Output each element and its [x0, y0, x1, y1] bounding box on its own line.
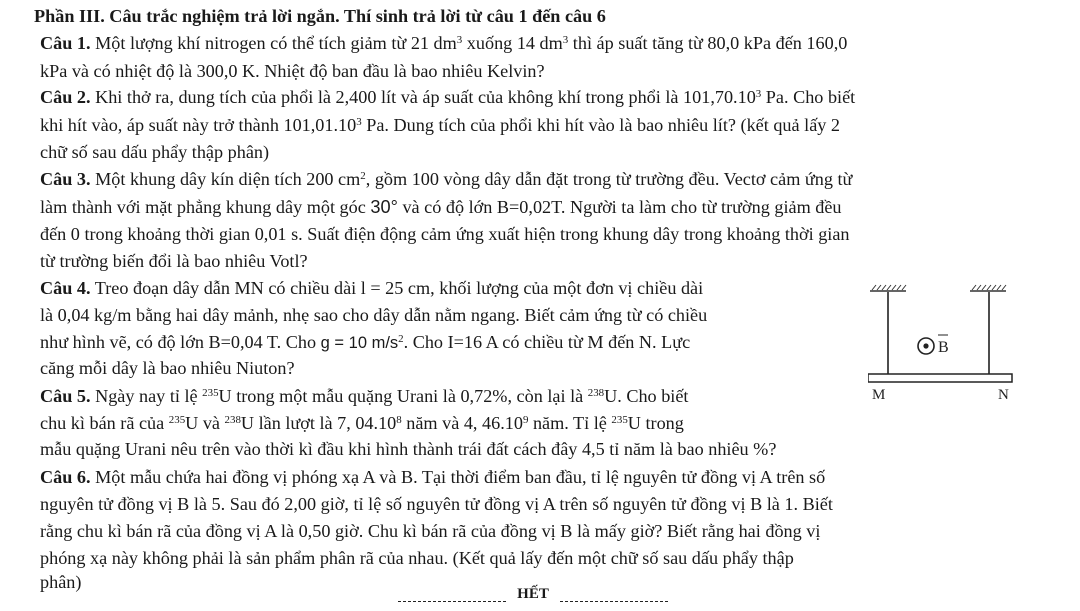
footer-text: HẾT: [517, 586, 549, 602]
question-2-label: Câu 2.: [40, 87, 91, 107]
question-6-line-5: phân): [40, 572, 82, 592]
question-6-line-3: rằng chu kì bán rã của đồng vị A là 0,50 giờ. Chu kì bán rã của đồng vị B là mấy giờ? Biết rằng hai đồng vị: [40, 521, 821, 541]
question-2-line-2: khi hít vào, áp suất này trở thành 101,01.10$^3$ Pa. Dung tích của phổi khi hít vào là bao nhiêu lít? (kết quả lấy 2: [40, 115, 841, 135]
question-3-line-3: đến 0 trong khoảng thời gian 0,01 s. Suất điện động cảm ứng xuất hiện trong khung dây trong khoảng thời gian: [40, 224, 850, 244]
field-symbol: B: [938, 339, 949, 356]
question-4-line-3: như hình vẽ, có độ lớn B=0,04 T. Cho g = 10 $m/s^2$. Cho I=16 A có chiều từ M đến N. Lực: [40, 332, 691, 352]
question-4-line-2: là 0,04 kg/m bằng hai dây mảnh, nhẹ sao cho dây dẫn nằm ngang. Biết cảm ứng từ có chiều: [40, 305, 708, 325]
question-3-line-1: Câu 3. Một khung dây kín diện tích 200 $cm^2$, gồm 100 vòng dây dẫn đặt trong từ trường đều. Vectơ cảm ứng từ: [40, 169, 853, 189]
section-heading: Phần III. Câu trắc nghiệm trả lời ngắn. Thí sinh trả lời từ câu 1 đến câu 6: [34, 6, 606, 26]
question-2-line-1: Câu 2. Khi thở ra, dung tích của phổi là 2,400 lít và áp suất của không khí trong phổi là 101,70.10$^3$ Pa. Cho biết: [40, 87, 856, 107]
question-4-line-1: Câu 4. Treo đoạn dây dẫn MN có chiều dài l = 25 cm, khối lượng của một đơn vị chiều dài: [40, 278, 704, 298]
question-5-line-3: mẫu quặng Urani nêu trên vào thời kì đầu khi hình thành trái đất cách đây 4,5 tỉ năm là bao nhiêu %?: [40, 439, 777, 459]
question-1-line-1: Câu 1. Một lượng khí nitrogen có thể tích giảm từ 21 $dm^3$ xuống 14 $dm^3$ thì áp suất tăng từ 80,0 kPa đến 160,0: [40, 33, 848, 53]
question-5-line-2: chu kì bán rã của $^{235}$U và $^{238}$U lần lượt là 7, 04.10$^8$ năm và 4, 46.10$^9$ năm. Tỉ lệ $^{235}$U trong: [40, 413, 684, 433]
footer-right-dashes: [560, 601, 668, 602]
question-4-line-4: căng mỗi dây là bao nhiêu Niuton?: [40, 358, 295, 378]
question-6-line-2: nguyên tử đồng vị B là 5. Sau đó 2,00 giờ, tỉ lệ số nguyên tử đồng vị A trên số nguyên tử đồng vị B là 1. Biết: [40, 494, 833, 514]
footer-left-dashes: [398, 601, 506, 602]
label-n: N: [998, 387, 1009, 403]
question-4-label: Câu 4.: [40, 278, 91, 298]
question-1-label: Câu 1.: [40, 33, 91, 53]
question-3-line-2: làm thành với mặt phẳng khung dây một góc 30° và có độ lớn B=0,02T. Người ta làm cho từ trường giảm đều: [40, 197, 842, 217]
wire-diagram: [868, 282, 1013, 412]
end-marker: [398, 586, 668, 608]
angle-value: 30°: [370, 197, 398, 217]
field-out-of-page-icon: [918, 338, 934, 354]
question-6-line-4: phóng xạ này không phải là sản phẩm phân rã của nhau. (Kết quả lấy đến một chữ số sau dấu phẩy thập: [40, 548, 794, 568]
question-6-label: Câu 6.: [40, 467, 91, 487]
left-ceiling-hatch-icon: [870, 285, 906, 291]
question-5-line-1: Câu 5. Ngày nay tỉ lệ $^{235}$U trong một mẫu quặng Urani là 0,72%, còn lại là $^{238}$U. Cho biết: [40, 386, 689, 406]
question-3-line-4: từ trường biến đổi là bao nhiêu Votl?: [40, 251, 308, 271]
question-3-label: Câu 3.: [40, 169, 91, 189]
question-6-line-1: Câu 6. Một mẫu chứa hai đồng vị phóng xạ A và B. Tại thời điểm ban đầu, tỉ lệ nguyên tử đồng vị A trên số: [40, 467, 826, 487]
question-1-line-2: kPa và có nhiệt độ là 300,0 K. Nhiệt độ ban đầu là bao nhiêu Kelvin?: [40, 61, 545, 81]
conductor-bar: [868, 374, 1012, 382]
right-ceiling-hatch-icon: [970, 285, 1006, 291]
label-m: M: [872, 387, 886, 403]
question-5-label: Câu 5.: [40, 386, 91, 406]
question-2-line-3: chữ số sau dấu phẩy thập phân): [40, 142, 270, 162]
